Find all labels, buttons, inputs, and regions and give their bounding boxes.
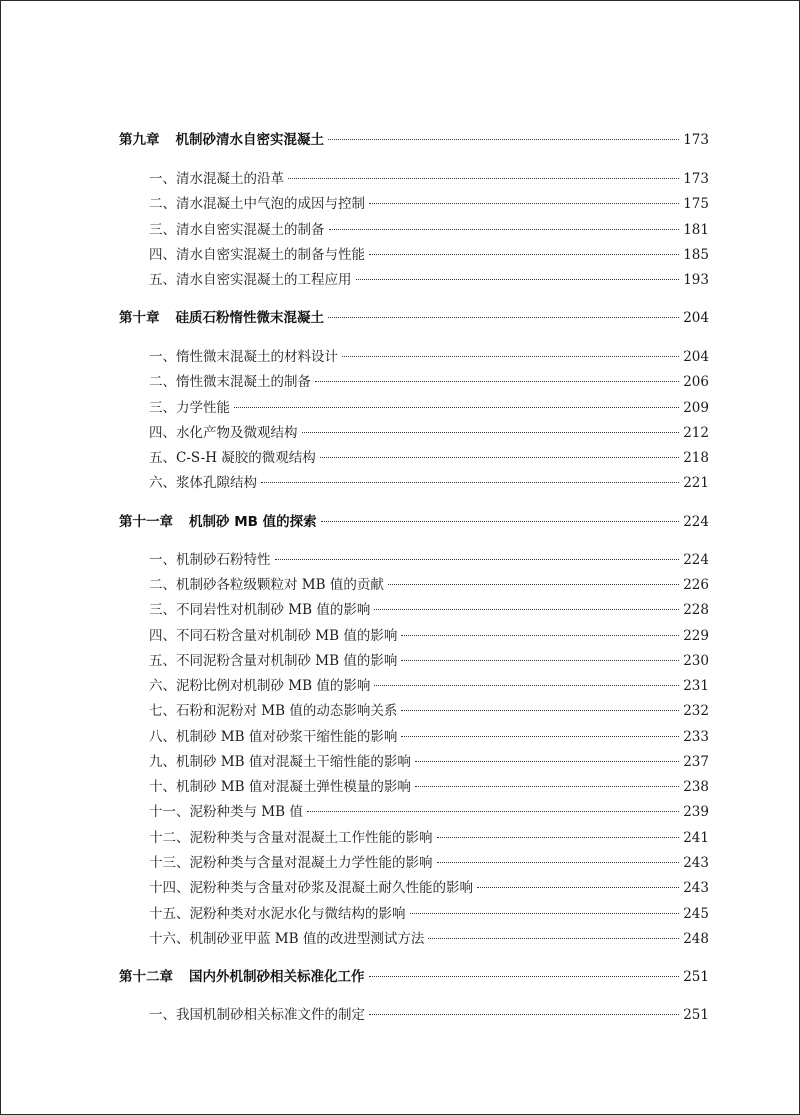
item-label: 十、机制砂 MB 值对混凝土弹性模量的影响 — [149, 779, 411, 795]
item-label: 十三、泥粉种类与含量对混凝土力学性能的影响 — [149, 855, 433, 871]
chapter-title: 硅质石粉惰性微末混凝土 — [175, 310, 324, 326]
item-label: 三、清水自密实混凝土的制备 — [149, 222, 325, 238]
toc-item[interactable] — [149, 243, 709, 263]
item-label: 十六、机制砂亚甲蓝 MB 值的改进型测试方法 — [149, 931, 425, 947]
dot-leader — [329, 229, 680, 230]
dot-leader — [369, 976, 680, 977]
toc-item[interactable] — [149, 446, 709, 466]
dot-leader — [437, 837, 680, 838]
item-label: 一、清水混凝土的沿革 — [149, 171, 284, 187]
page-number: 251 — [683, 1007, 709, 1023]
toc-item[interactable] — [149, 370, 709, 390]
item-label: 二、机制砂各粒级颗粒对 MB 值的贡献 — [149, 577, 384, 593]
dot-leader — [261, 482, 679, 483]
page-number: 239 — [683, 804, 709, 820]
item-label: 一、我国机制砂相关标准文件的制定 — [149, 1007, 365, 1023]
page-number: 248 — [683, 931, 709, 947]
dot-leader — [374, 685, 679, 686]
dot-leader — [275, 559, 680, 560]
dot-leader — [328, 317, 679, 318]
dot-leader — [437, 862, 680, 863]
toc-item[interactable] — [149, 826, 709, 846]
toc-item[interactable] — [149, 396, 709, 416]
toc-item[interactable] — [149, 167, 709, 187]
chapter-number: 第九章 — [119, 132, 160, 148]
toc-item[interactable] — [149, 345, 709, 365]
chapter-number: 第十一章 — [119, 514, 173, 530]
dot-leader — [415, 761, 679, 762]
toc-item[interactable] — [149, 927, 709, 947]
page-number: 241 — [683, 830, 709, 846]
item-label: 四、清水自密实混凝土的制备与性能 — [149, 247, 365, 263]
page-number: 243 — [683, 855, 709, 871]
toc-item[interactable] — [149, 750, 709, 770]
toc-item[interactable] — [149, 471, 709, 491]
chapter-number: 第十二章 — [119, 969, 173, 985]
toc-item[interactable] — [149, 624, 709, 644]
item-label: 七、石粉和泥粉对 MB 值的动态影响关系 — [149, 703, 398, 719]
page-number: 230 — [683, 653, 709, 669]
dot-leader — [477, 887, 679, 888]
dot-leader — [307, 811, 679, 812]
toc-chapter-9[interactable] — [119, 128, 709, 148]
dot-leader — [401, 660, 679, 661]
page-number: 173 — [683, 132, 709, 148]
dot-leader — [321, 521, 679, 522]
item-label: 五、不同泥粉含量对机制砂 MB 值的影响 — [149, 653, 398, 669]
dot-leader — [234, 407, 679, 408]
item-label: 十一、泥粉种类与 MB 值 — [149, 804, 303, 820]
dot-leader — [401, 635, 679, 636]
item-label: 一、机制砂石粉特性 — [149, 552, 271, 568]
dot-leader — [288, 178, 679, 179]
toc-item[interactable] — [149, 598, 709, 618]
toc-item[interactable] — [149, 573, 709, 593]
toc-item[interactable] — [149, 649, 709, 669]
item-label: 九、机制砂 MB 值对混凝土干缩性能的影响 — [149, 754, 411, 770]
toc-chapter-12[interactable] — [119, 965, 709, 985]
item-label: 四、不同石粉含量对机制砂 MB 值的影响 — [149, 628, 398, 644]
dot-leader — [401, 710, 679, 711]
item-label: 五、C-S-H 凝胶的微观结构 — [149, 450, 316, 466]
dot-leader — [328, 139, 679, 140]
toc-item[interactable] — [149, 674, 709, 694]
page-number: 212 — [683, 425, 709, 441]
toc-chapter-11[interactable] — [119, 510, 709, 530]
page-number: 233 — [683, 729, 709, 745]
page-number: 173 — [683, 171, 709, 187]
dot-leader — [342, 356, 679, 357]
page-number: 231 — [683, 678, 709, 694]
dot-leader — [401, 736, 679, 737]
page-number: 206 — [683, 374, 709, 390]
dot-leader — [388, 584, 679, 585]
page-number: 224 — [683, 514, 709, 530]
item-label: 三、力学性能 — [149, 400, 230, 416]
dot-leader — [428, 938, 679, 939]
toc-item[interactable] — [149, 548, 709, 568]
chapter-title: 机制砂清水自密实混凝土 — [175, 132, 324, 148]
item-label: 二、清水混凝土中气泡的成因与控制 — [149, 196, 365, 212]
dot-leader — [302, 432, 680, 433]
item-label: 五、清水自密实混凝土的工程应用 — [149, 272, 352, 288]
dot-leader — [356, 279, 680, 280]
page-number: 218 — [683, 450, 709, 466]
dot-leader — [369, 203, 679, 204]
chapter-number: 第十章 — [119, 310, 160, 326]
dot-leader — [369, 254, 679, 255]
toc-item[interactable] — [149, 851, 709, 871]
page-number: 229 — [683, 628, 709, 644]
page-number: 228 — [683, 602, 709, 618]
toc-item[interactable] — [149, 192, 709, 212]
page-number: 204 — [683, 310, 709, 326]
toc-item[interactable] — [149, 725, 709, 745]
page-number: 226 — [683, 577, 709, 593]
toc-chapter-10[interactable] — [119, 306, 709, 326]
item-label: 一、惰性微末混凝土的材料设计 — [149, 349, 338, 365]
item-label: 四、水化产物及微观结构 — [149, 425, 298, 441]
item-label: 六、泥粉比例对机制砂 MB 值的影响 — [149, 678, 371, 694]
item-label: 二、惰性微末混凝土的制备 — [149, 374, 311, 390]
toc-item[interactable] — [149, 902, 709, 922]
page-number: 232 — [683, 703, 709, 719]
dot-leader — [369, 1014, 679, 1015]
page-number: 181 — [683, 222, 709, 238]
page-number: 245 — [683, 906, 709, 922]
page-number: 204 — [683, 349, 709, 365]
page-number: 175 — [683, 196, 709, 212]
item-label: 十五、泥粉种类对水泥水化与微结构的影响 — [149, 906, 406, 922]
toc-item[interactable] — [149, 268, 709, 288]
item-label: 六、浆体孔隙结构 — [149, 475, 257, 491]
page-number: 238 — [683, 779, 709, 795]
toc-item[interactable] — [149, 699, 709, 719]
toc-item[interactable] — [149, 876, 709, 896]
page-number: 237 — [683, 754, 709, 770]
item-label: 八、机制砂 MB 值对砂浆干缩性能的影响 — [149, 729, 398, 745]
page-number: 221 — [683, 475, 709, 491]
page-number: 243 — [683, 880, 709, 896]
page-number: 185 — [683, 247, 709, 263]
chapter-title: 国内外机制砂相关标准化工作 — [189, 969, 365, 985]
toc-item[interactable] — [149, 1003, 709, 1023]
page-number: 251 — [683, 969, 709, 985]
toc-item[interactable] — [149, 421, 709, 441]
page-number: 193 — [683, 272, 709, 288]
toc-item[interactable] — [149, 775, 709, 795]
item-label: 十二、泥粉种类与含量对混凝土工作性能的影响 — [149, 830, 433, 846]
toc-item[interactable] — [149, 218, 709, 238]
dot-leader — [415, 786, 679, 787]
page-number: 209 — [683, 400, 709, 416]
dot-leader — [320, 457, 679, 458]
page-number: 224 — [683, 552, 709, 568]
chapter-title: 机制砂 MB 值的探索 — [189, 514, 317, 530]
dot-leader — [374, 609, 679, 610]
dot-leader — [410, 913, 680, 914]
toc-item[interactable] — [149, 800, 709, 820]
dot-leader — [315, 381, 679, 382]
item-label: 三、不同岩性对机制砂 MB 值的影响 — [149, 602, 371, 618]
item-label: 十四、泥粉种类与含量对砂浆及混凝土耐久性能的影响 — [149, 880, 473, 896]
